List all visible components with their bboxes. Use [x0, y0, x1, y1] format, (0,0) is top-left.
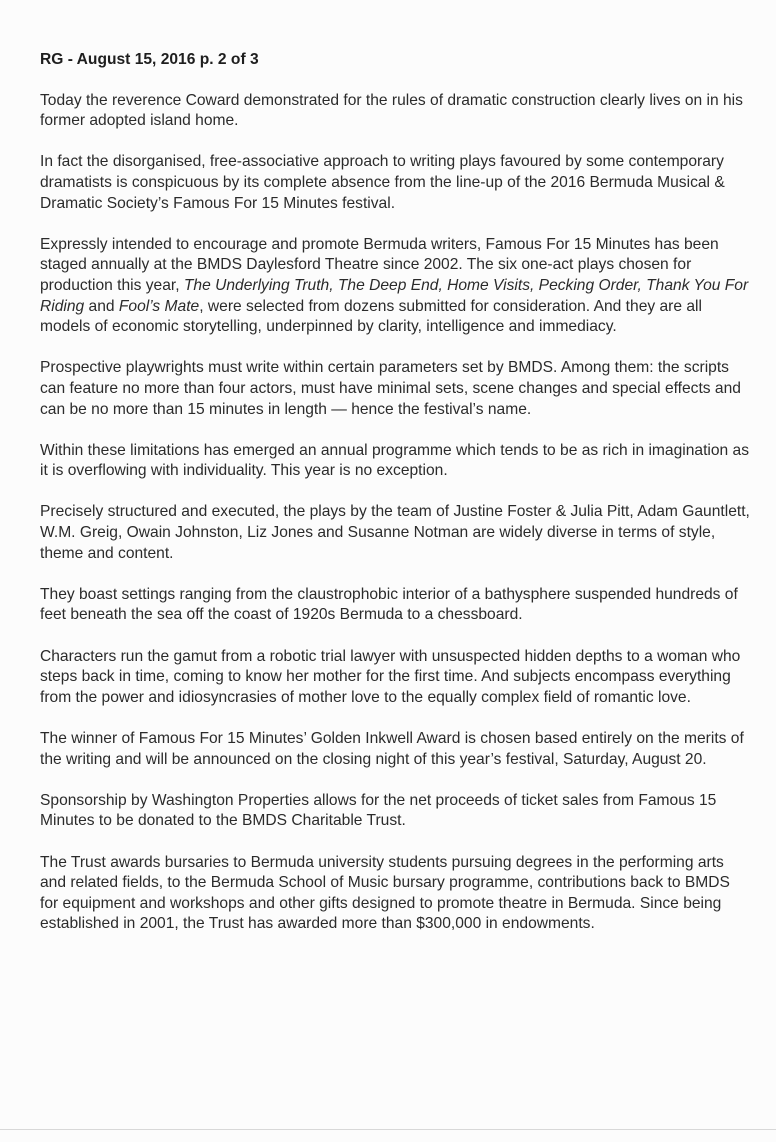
paragraph-3-intro: Expressly intended to encourage and promote Bermuda writers, Famous For 15 Minutes has been staged annually at the BMDS Daylesford Theatre since 2002. The six one-act plays chosen for production this year,	[40, 235, 719, 294]
article-body	[40, 50, 752, 956]
paragraph-5: Within these limitations has emerged an annual programme which tends to be as rich in imagination as it is overflowing with individuality. This year is no exception.	[40, 441, 750, 480]
scan-edge-line	[0, 1129, 776, 1130]
play-titles-list: The Underlying Truth, The Deep End, Home Visits, Pecking Order, Thank You For Riding	[40, 276, 749, 315]
paragraph-6: Precisely structured and executed, the plays by the team of Justine Foster & Julia Pitt, Adam Gauntlett, W.M. Greig, Owain Johnston, Liz Jones and Susanne Notman are widely diverse in terms of style, theme and content.	[40, 503, 750, 562]
page-header: RG - August 15, 2016 p. 2 of 3	[40, 51, 259, 68]
paragraph-8: Characters run the gamut from a robotic trial lawyer with unsuspected hidden depths to a woman who steps back in time, coming to know her mother for the first time. And subjects encompass everything from the power and idiosyncrasies of mother love to the equally complex field of romantic love.	[40, 647, 741, 706]
play-title-fools-mate: Fool’s Mate	[118, 297, 200, 315]
paragraph-10: Sponsorship by Washington Properties allows for the net proceeds of ticket sales from Famous 15 Minutes to be donated to the BMDS Charitable Trust.	[40, 791, 717, 830]
and-connector: and	[84, 297, 119, 315]
paragraph-3	[40, 235, 752, 338]
paragraph-1: Today the reverence Coward demonstrated for the rules of dramatic construction clearly lives on in his former adopted island home.	[40, 91, 743, 130]
paragraph-4: Prospective playwrights must write within certain parameters set by BMDS. Among them: the scripts can feature no more than four actors, must have minimal sets, scene changes and special effects and can be no more than 15 minutes in length — hence the festival’s name.	[40, 359, 741, 418]
paragraph-3-outro: , were selected from dozens submitted for consideration. And they are all models of economic storytelling, underpinned by clarity, intelligence and immediacy.	[40, 297, 702, 336]
paragraph-7: They boast settings ranging from the claustrophobic interior of a bathysphere suspended hundreds of feet beneath the sea off the coast of 1920s Bermuda to a chessboard.	[40, 585, 738, 624]
paragraph-11: The Trust awards bursaries to Bermuda university students pursuing degrees in the performing arts and related fields, to the Bermuda School of Music bursary programme, contributions back to BMDS for equipment and workshops and other gifts designed to promote theatre in Bermuda. Since being established in 2001, the Trust has awarded more than $300,000 in endowments.	[40, 853, 730, 933]
paragraph-9: The winner of Famous For 15 Minutes’ Golden Inkwell Award is chosen based entirely on the merits of the writing and will be announced on the closing night of this year’s festival, Saturday, August 20.	[40, 730, 744, 768]
paragraph-2: In fact the disorganised, free-associative approach to writing plays favoured by some contemporary dramatists is conspicuous by its complete absence from the line-up of the 2016 Bermuda Musical & Dramatic Society’s Famous For 15 Minutes festival.	[40, 153, 725, 212]
